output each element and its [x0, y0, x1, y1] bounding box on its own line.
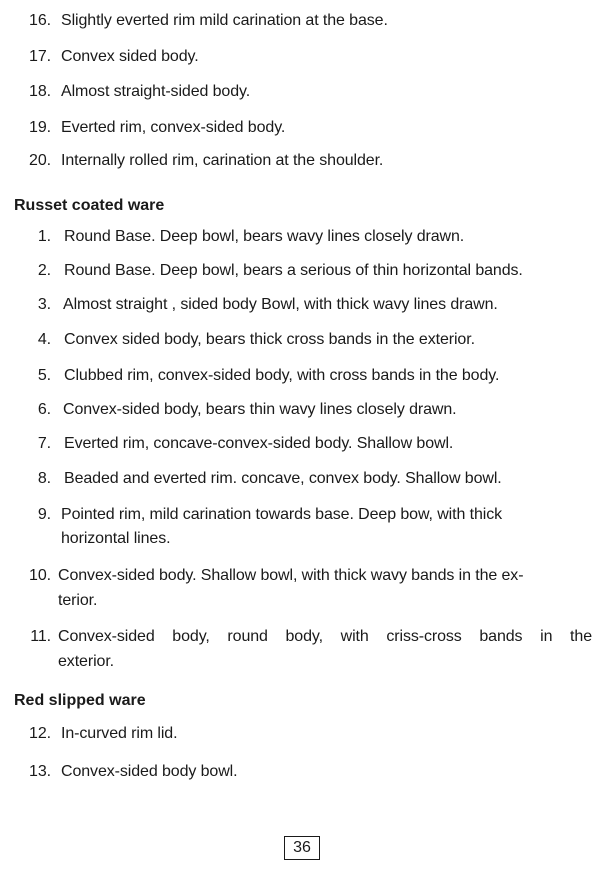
- item-text: Convex sided body.: [61, 48, 199, 65]
- item-text: Clubbed rim, convex-sided body, with cross bands in the body.: [64, 367, 500, 384]
- item-number: 4.: [37, 331, 51, 348]
- section-heading-red-slipped: Red slipped ware: [14, 692, 146, 709]
- item-text: In-curved rim lid.: [61, 725, 178, 742]
- item-number: 17.: [29, 48, 51, 65]
- item-number: 20.: [29, 152, 51, 169]
- item-number: 11.: [30, 628, 51, 645]
- item-text: Round Base. Deep bowl, bears wavy lines closely drawn.: [64, 228, 465, 245]
- item-number: 12.: [29, 725, 51, 742]
- item-text: Convex-sided body bowl.: [61, 763, 238, 780]
- item-text-line-2: exterior.: [58, 653, 115, 670]
- page-number: 36: [284, 836, 320, 860]
- item-number: 19.: [29, 119, 51, 136]
- item-text: Almost straight-sided body.: [61, 83, 251, 100]
- item-text: Slightly everted rim mild carination at the base.: [61, 12, 388, 29]
- item-text-line-2: horizontal lines.: [61, 530, 171, 547]
- section-heading-russet: Russet coated ware: [14, 197, 165, 214]
- item-number: 6.: [37, 401, 51, 418]
- item-number: 16.: [29, 12, 51, 29]
- item-text: Internally rolled rim, carination at the shoulder.: [61, 152, 384, 169]
- item-text: Beaded and everted rim. concave, convex body. Shallow bowl.: [64, 470, 502, 487]
- item-number: 10.: [29, 567, 51, 584]
- item-number: 13.: [29, 763, 51, 780]
- item-number: 8.: [37, 470, 51, 487]
- item-text-line-2: terior.: [58, 592, 98, 609]
- item-text-line-1: Convex-sided body. Shallow bowl, with thick wavy bands in the ex-: [58, 567, 524, 584]
- item-number: 5.: [37, 367, 51, 384]
- item-text: Everted rim, concave-convex-sided body. Shallow bowl.: [64, 435, 454, 452]
- item-number: 7.: [37, 435, 51, 452]
- item-text: Convex-sided body, bears thin wavy lines closely drawn.: [63, 401, 457, 418]
- item-text: Convex sided body, bears thick cross bands in the exterior.: [64, 331, 475, 348]
- item-text: Almost straight , sided body Bowl, with thick wavy lines drawn.: [63, 296, 498, 313]
- item-text: Everted rim, convex-sided body.: [61, 119, 286, 136]
- item-number: 1.: [37, 228, 51, 245]
- item-text-line-1: Convex-sided body, round body, with criss-cross bands in the: [58, 628, 592, 645]
- item-text: Round Base. Deep bowl, bears a serious of thin horizontal bands.: [64, 262, 523, 279]
- item-number: 2.: [37, 262, 51, 279]
- item-number: 18.: [29, 83, 51, 100]
- item-number: 9.: [37, 506, 51, 523]
- item-number: 3.: [37, 296, 51, 313]
- item-text-line-1: Pointed rim, mild carination towards base. Deep bow, with thick: [61, 506, 503, 523]
